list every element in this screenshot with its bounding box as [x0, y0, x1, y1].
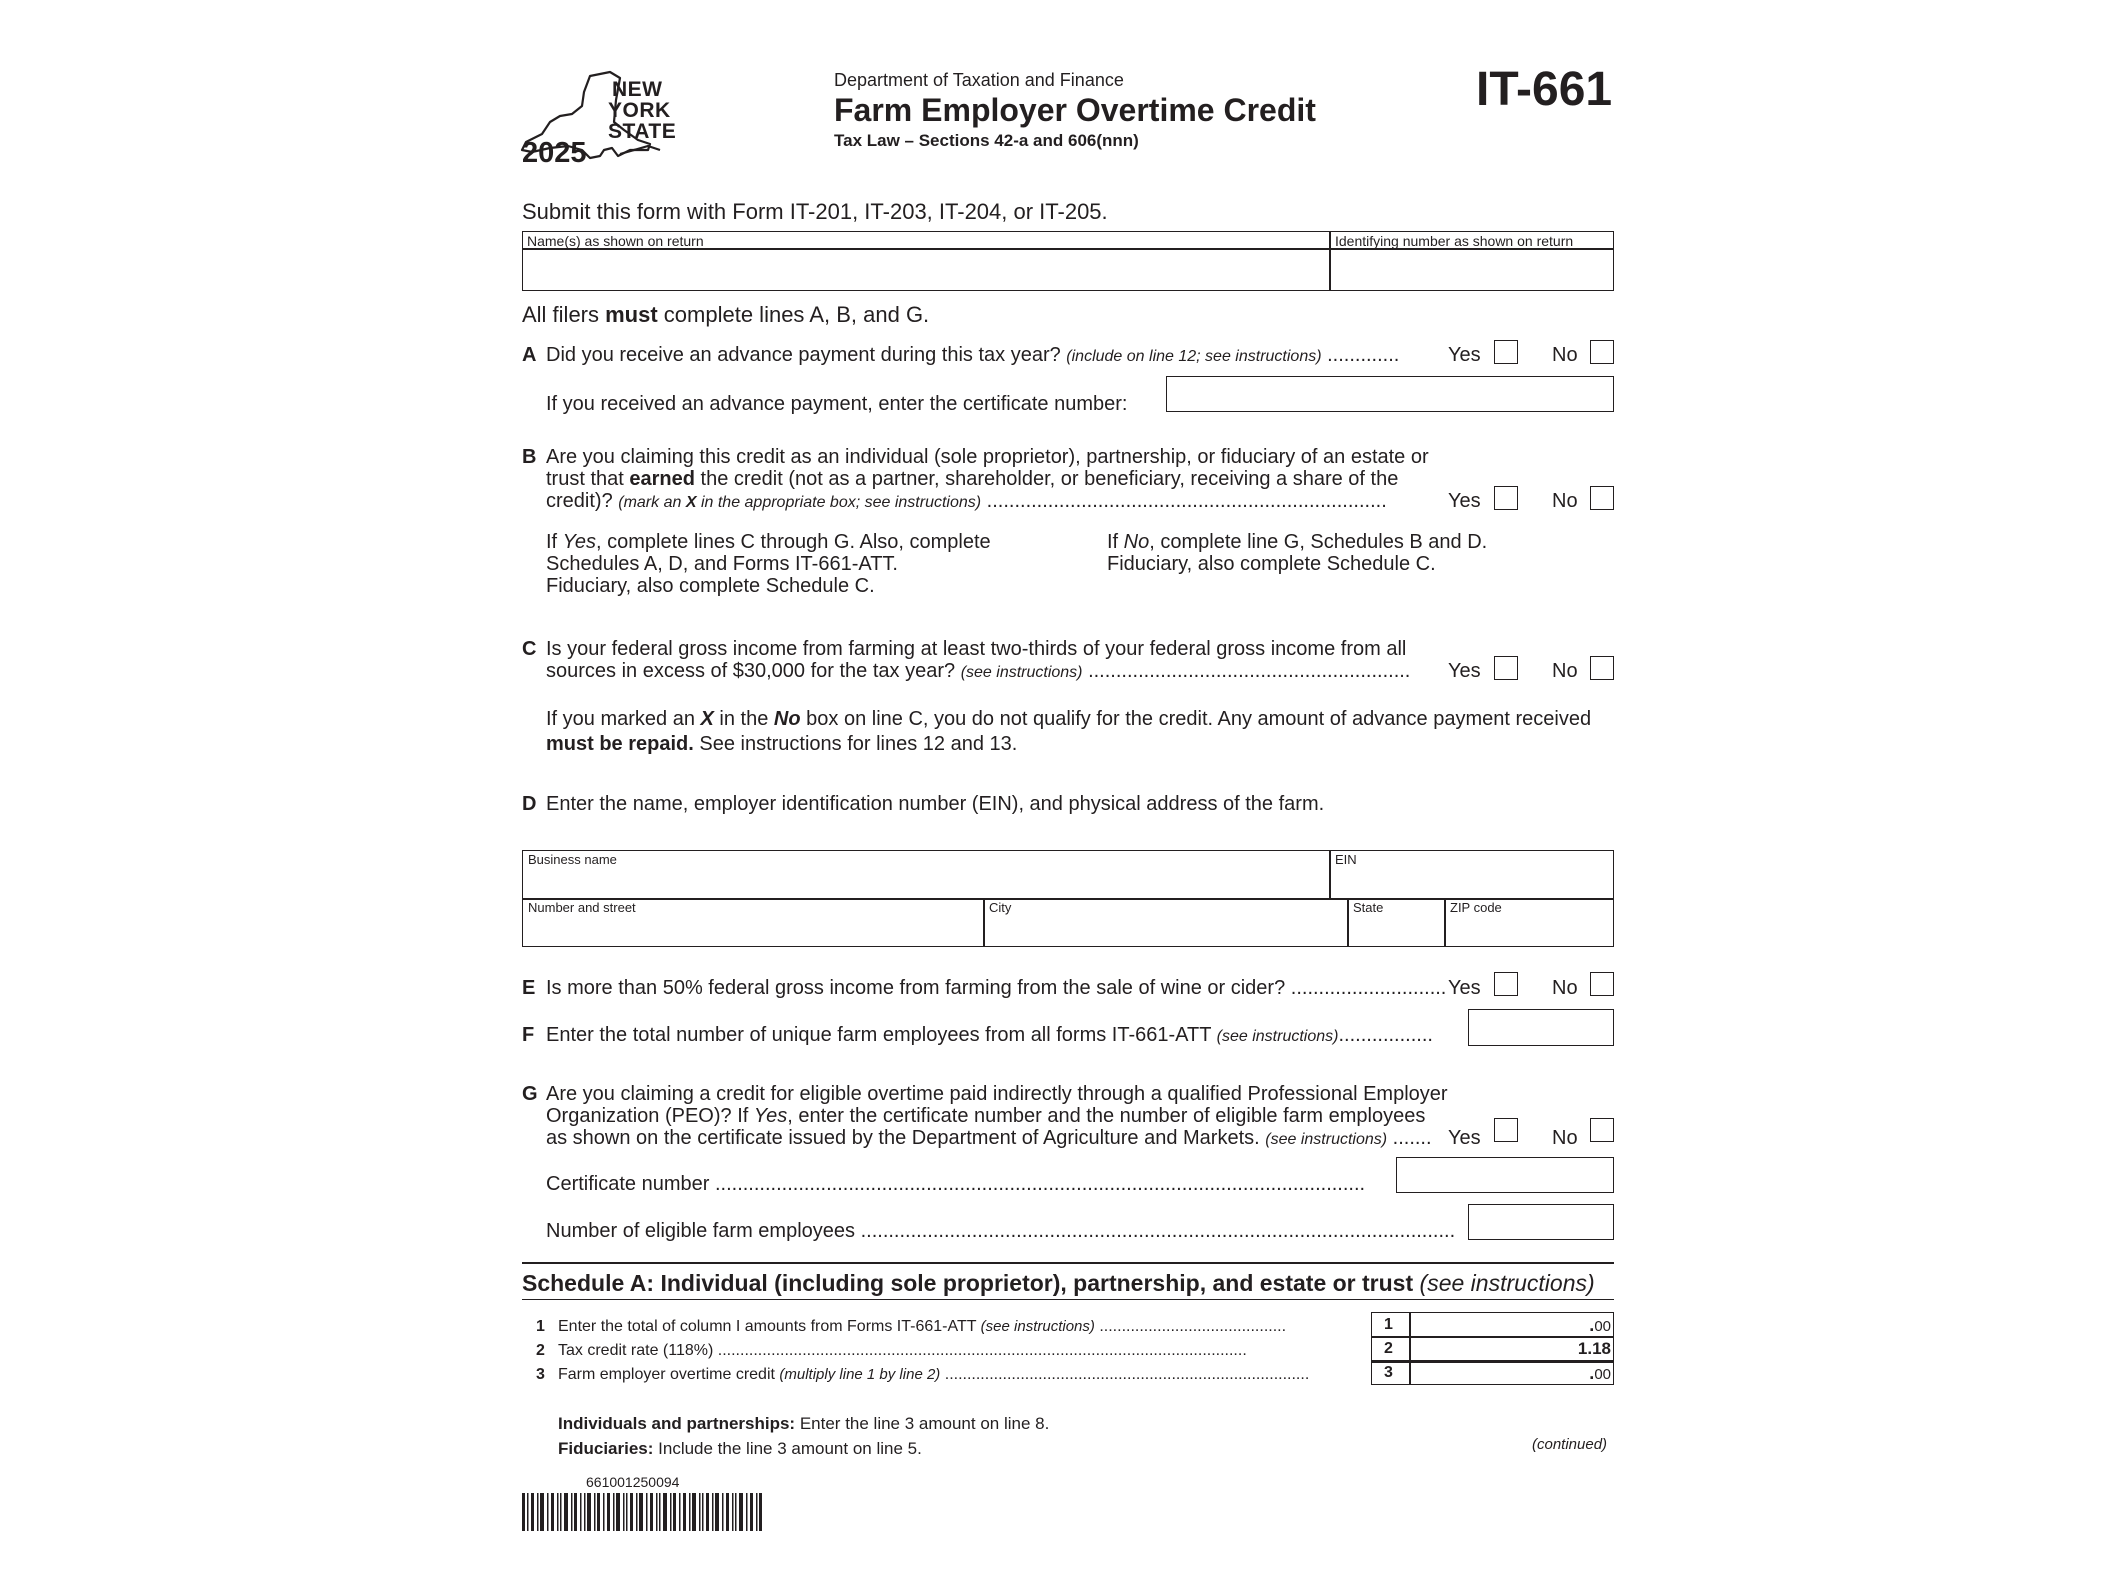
line-c-warning-l2: must be repaid. See instructions for lines 12 and 13.	[546, 733, 1018, 755]
line-e-no-label: No	[1552, 977, 1578, 999]
line-a-cert-field[interactable]	[1166, 376, 1614, 412]
line-a-no-checkbox[interactable]	[1590, 340, 1614, 364]
continued-label: (continued)	[1532, 1436, 1608, 1453]
sched-a-line1-num: 1	[536, 1318, 545, 1335]
sched-a-line2-text: Tax credit rate (118%) .......................................................................................................................	[558, 1342, 1247, 1359]
line-a-yes-checkbox[interactable]	[1494, 340, 1518, 364]
zip-label: ZIP code	[1450, 900, 1502, 915]
barcode-number: 661001250094	[586, 1474, 680, 1490]
line-g-yes-checkbox[interactable]	[1494, 1118, 1518, 1142]
line-b-no-label: No	[1552, 490, 1578, 512]
schedule-a-title-rule	[522, 1299, 1614, 1300]
sched-a-box3-label: 3	[1384, 1364, 1393, 1381]
sched-a-box2-label: 2	[1384, 1340, 1393, 1357]
line-g-line3: as shown on the certificate issued by the Department of Agriculture and Markets. (see instructions) .......	[546, 1127, 1432, 1149]
line-c-no-checkbox[interactable]	[1590, 656, 1614, 680]
line-f-text: Enter the total number of unique farm employees from all forms IT-661-ATT (see instructions).................	[546, 1024, 1433, 1046]
schedule-a-title: Schedule A: Individual (including sole proprietor), partnership, and estate or trust (see instructions)	[522, 1270, 1595, 1296]
line-g-yes-label: Yes	[1448, 1127, 1481, 1149]
line-c-line2: sources in excess of $30,000 for the tax year? (see instructions) ..........................................................	[546, 660, 1411, 682]
logo-word-state: STATE	[608, 120, 677, 143]
ein-field[interactable]	[1331, 866, 1612, 897]
line-e-yes-label: Yes	[1448, 977, 1481, 999]
sched-a-box1-label: 1	[1384, 1316, 1393, 1333]
line-e-yes-checkbox[interactable]	[1494, 972, 1518, 996]
line-b-yes-label: Yes	[1448, 490, 1481, 512]
line-b-if-yes-l2: Schedules A, D, and Forms IT-661-ATT.	[546, 553, 898, 575]
identifying-number-field[interactable]	[1331, 250, 1612, 289]
logo-word-new: NEW	[612, 78, 663, 101]
business-name-field[interactable]	[524, 866, 1328, 897]
name-label: Name(s) as shown on return	[527, 233, 704, 249]
line-b-if-no-l2: Fiduciary, also complete Schedule C.	[1107, 553, 1436, 575]
line-g-letter: G	[522, 1083, 538, 1105]
line-b-line2: trust that earned the credit (not as a partner, shareholder, or beneficiary, receiving a share of the	[546, 468, 1399, 490]
logo-word-york: YORK	[608, 99, 671, 122]
sched-a-line1-amount[interactable]: .00	[1589, 1315, 1611, 1335]
line-f-letter: F	[522, 1024, 535, 1046]
sched-a-line2-rate: 1.18	[1577, 1339, 1611, 1358]
line-g-no-label: No	[1552, 1127, 1578, 1149]
line-c-yes-label: Yes	[1448, 660, 1481, 682]
sched-a-fiduciaries-note: Fiduciaries: Include the line 3 amount on line 5.	[558, 1439, 922, 1458]
state-label: State	[1353, 900, 1384, 915]
line-b-line1: Are you claiming this credit as an individual (sole proprietor), partnership, or fiduciary of an estate or	[546, 446, 1429, 468]
city-label: City	[989, 900, 1012, 915]
state-field[interactable]	[1349, 914, 1443, 945]
line-b-no-checkbox[interactable]	[1590, 486, 1614, 510]
form-subtitle: Tax Law – Sections 42-a and 606(nnn)	[834, 131, 1139, 150]
line-a-no-label: No	[1552, 344, 1578, 366]
line-g-cert-label: Certificate number .....................................................................................................................	[546, 1173, 1366, 1195]
line-a-letter: A	[522, 344, 537, 366]
line-g-cert-field[interactable]	[1396, 1157, 1614, 1193]
line-c-warning: If you marked an X in the No box on line C, you do not qualify for the credit. Any amount of advance payment received	[546, 708, 1592, 730]
line-g-emp-field[interactable]	[1468, 1204, 1614, 1240]
name-field[interactable]	[524, 250, 1328, 289]
line-a-yes-label: Yes	[1448, 344, 1481, 366]
department-name: Department of Taxation and Finance	[834, 70, 1124, 90]
sched-a-line3-num: 3	[536, 1366, 545, 1383]
line-c-letter: C	[522, 638, 537, 660]
ein-label: EIN	[1335, 852, 1357, 867]
line-b-if-no: If No, complete line G, Schedules B and D.	[1107, 531, 1488, 553]
line-g-line2: Organization (PEO)? If Yes, enter the certificate number and the number of eligible farm employees	[546, 1105, 1426, 1127]
form-number: IT-661	[1476, 63, 1613, 116]
line-b-if-yes-l3: Fiduciary, also complete Schedule C.	[546, 575, 875, 597]
line-d-letter: D	[522, 793, 537, 815]
line-c-no-label: No	[1552, 660, 1578, 682]
schedule-a-top-rule	[522, 1262, 1614, 1264]
line-b-letter: B	[522, 446, 537, 468]
business-name-label: Business name	[528, 852, 617, 867]
all-filers-note: All filers must complete lines A, B, and G.	[522, 302, 930, 327]
form-title: Farm Employer Overtime Credit	[834, 92, 1316, 128]
line-e-letter: E	[522, 977, 536, 999]
zip-field[interactable]	[1446, 914, 1612, 945]
sched-a-line1-text: Enter the total of column I amounts from Forms IT-661-ATT (see instructions) ..........................................	[558, 1318, 1287, 1335]
line-e-no-checkbox[interactable]	[1590, 972, 1614, 996]
barcode-icon	[522, 1493, 762, 1531]
sched-a-individuals-note: Individuals and partnerships: Enter the line 3 amount on line 8.	[558, 1414, 1050, 1433]
line-c-yes-checkbox[interactable]	[1494, 656, 1518, 680]
line-g-no-checkbox[interactable]	[1590, 1118, 1614, 1142]
street-label: Number and street	[528, 900, 636, 915]
line-g-line1: Are you claiming a credit for eligible overtime paid indirectly through a qualified Professional Employer	[546, 1083, 1448, 1105]
tax-year: 2025	[522, 137, 587, 169]
submit-instructions: Submit this form with Form IT-201, IT-203, IT-204, or IT-205.	[522, 199, 1108, 224]
line-g-emp-label: Number of eligible farm employees ...........................................................................................................	[546, 1220, 1456, 1242]
line-b-if-yes: If Yes, complete lines C through G. Also, complete	[546, 531, 991, 553]
sched-a-line3-amount[interactable]: .00	[1589, 1363, 1611, 1383]
street-field[interactable]	[524, 914, 982, 945]
line-d-text: Enter the name, employer identification number (EIN), and physical address of the farm.	[546, 793, 1325, 815]
line-b-yes-checkbox[interactable]	[1494, 486, 1518, 510]
line-c-line1: Is your federal gross income from farming at least two-thirds of your federal gross income from all	[546, 638, 1407, 660]
city-field[interactable]	[985, 914, 1346, 945]
line-a-question: Did you receive an advance payment during this tax year? (include on line 12; see instructions) .............	[546, 344, 1400, 366]
line-e-question: Is more than 50% federal gross income from farming from the sale of wine or cider? ............................	[546, 977, 1447, 999]
sched-a-line3-text: Farm employer overtime credit (multiply line 1 by line 2) ..................................................................................	[558, 1366, 1310, 1383]
line-a-cert-text: If you received an advance payment, enter the certificate number:	[546, 393, 1128, 415]
line-b-line3: credit)? (mark an X in the appropriate box; see instructions) ........................................................................	[546, 490, 1387, 512]
id-label: Identifying number as shown on return	[1335, 233, 1574, 249]
sched-a-line2-num: 2	[536, 1342, 545, 1359]
line-f-employees-field[interactable]	[1468, 1009, 1614, 1046]
